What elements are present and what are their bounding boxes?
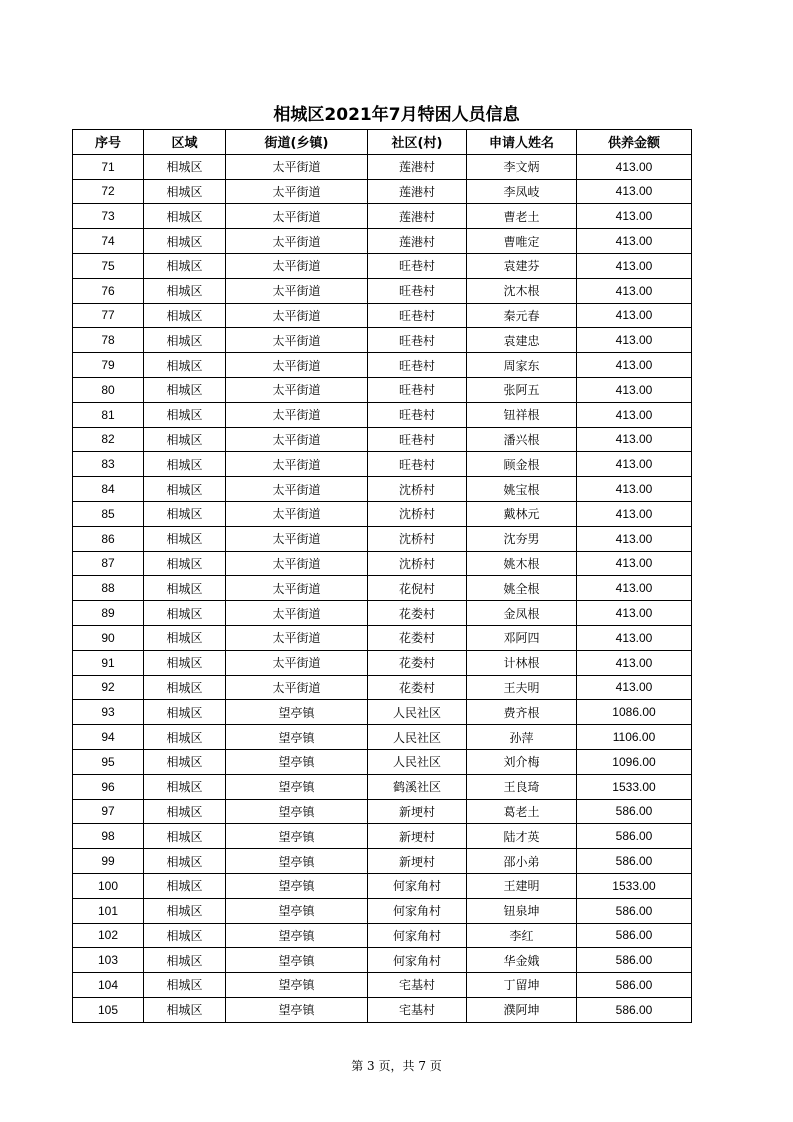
- col-header-community: 社区(村): [368, 130, 467, 155]
- table-row: [73, 923, 692, 948]
- cell-community: 沈桥村: [368, 551, 467, 576]
- cell-amount: 413.00: [577, 452, 692, 477]
- cell-street: 望亭镇: [226, 700, 368, 725]
- cell-applicant: 秦元春: [467, 303, 577, 328]
- table-row: [73, 824, 692, 849]
- table-row: [73, 328, 692, 353]
- cell-applicant: 曹唯定: [467, 229, 577, 254]
- table-row: [73, 725, 692, 750]
- table-row: [73, 973, 692, 998]
- cell-index: 100: [73, 873, 144, 898]
- cell-community: 莲港村: [368, 204, 467, 229]
- cell-community: 人民社区: [368, 749, 467, 774]
- cell-amount: 413.00: [577, 526, 692, 551]
- table-row: [73, 154, 692, 179]
- cell-applicant: 戴林元: [467, 501, 577, 526]
- table-row: [73, 377, 692, 402]
- table-row: [73, 253, 692, 278]
- cell-amount: 586.00: [577, 898, 692, 923]
- cell-district: 相城区: [144, 700, 226, 725]
- page-footer: 第 3 页，共 7 页: [351, 1059, 442, 1073]
- table-row: [73, 849, 692, 874]
- col-header-street: 街道(乡镇): [226, 130, 368, 155]
- cell-amount: 413.00: [577, 402, 692, 427]
- cell-index: 94: [73, 725, 144, 750]
- cell-street: 望亭镇: [226, 948, 368, 973]
- cell-community: 莲港村: [368, 179, 467, 204]
- table-row: [73, 452, 692, 477]
- cell-community: 莲港村: [368, 229, 467, 254]
- table-row: [73, 179, 692, 204]
- cell-index: 82: [73, 427, 144, 452]
- table-row: [73, 278, 692, 303]
- table-row: [73, 700, 692, 725]
- table-row: [73, 229, 692, 254]
- cell-community: 何家角村: [368, 923, 467, 948]
- cell-amount: 586.00: [577, 997, 692, 1022]
- cell-street: 太平街道: [226, 278, 368, 303]
- col-header-index: 序号: [73, 130, 144, 155]
- cell-community: 旺巷村: [368, 278, 467, 303]
- cell-community: 鹤溪社区: [368, 774, 467, 799]
- cell-amount: 586.00: [577, 948, 692, 973]
- cell-community: 新埂村: [368, 824, 467, 849]
- cell-community: 旺巷村: [368, 328, 467, 353]
- cell-district: 相城区: [144, 501, 226, 526]
- cell-district: 相城区: [144, 377, 226, 402]
- cell-index: 96: [73, 774, 144, 799]
- cell-community: 何家角村: [368, 898, 467, 923]
- page-title: 相城区2021年7月特困人员信息: [273, 105, 520, 125]
- cell-street: 太平街道: [226, 328, 368, 353]
- table-row: [73, 204, 692, 229]
- cell-community: 旺巷村: [368, 303, 467, 328]
- table-row: [73, 774, 692, 799]
- table-row: [73, 948, 692, 973]
- cell-index: 77: [73, 303, 144, 328]
- cell-applicant: 王建明: [467, 873, 577, 898]
- cell-street: 望亭镇: [226, 898, 368, 923]
- cell-district: 相城区: [144, 204, 226, 229]
- cell-index: 80: [73, 377, 144, 402]
- cell-district: 相城区: [144, 576, 226, 601]
- cell-applicant: 姚全根: [467, 576, 577, 601]
- cell-district: 相城区: [144, 973, 226, 998]
- cell-district: 相城区: [144, 179, 226, 204]
- cell-community: 沈桥村: [368, 526, 467, 551]
- cell-index: 89: [73, 601, 144, 626]
- cell-district: 相城区: [144, 799, 226, 824]
- table-row: [73, 427, 692, 452]
- table-row: [73, 526, 692, 551]
- cell-district: 相城区: [144, 774, 226, 799]
- cell-index: 87: [73, 551, 144, 576]
- cell-community: 沈桥村: [368, 501, 467, 526]
- cell-street: 太平街道: [226, 253, 368, 278]
- table-body: [73, 154, 692, 1022]
- cell-index: 76: [73, 278, 144, 303]
- cell-community: 花娄村: [368, 650, 467, 675]
- cell-community: 新埂村: [368, 799, 467, 824]
- cell-community: 宅基村: [368, 997, 467, 1022]
- cell-district: 相城区: [144, 526, 226, 551]
- cell-street: 太平街道: [226, 452, 368, 477]
- table-row: [73, 353, 692, 378]
- cell-amount: 1533.00: [577, 873, 692, 898]
- cell-index: 101: [73, 898, 144, 923]
- cell-applicant: 李红: [467, 923, 577, 948]
- cell-applicant: 沈夯男: [467, 526, 577, 551]
- cell-amount: 413.00: [577, 328, 692, 353]
- cell-street: 望亭镇: [226, 774, 368, 799]
- cell-district: 相城区: [144, 824, 226, 849]
- cell-district: 相城区: [144, 898, 226, 923]
- cell-index: 85: [73, 501, 144, 526]
- cell-street: 太平街道: [226, 675, 368, 700]
- cell-district: 相城区: [144, 154, 226, 179]
- cell-district: 相城区: [144, 675, 226, 700]
- cell-amount: 413.00: [577, 427, 692, 452]
- cell-applicant: 沈木根: [467, 278, 577, 303]
- cell-amount: 586.00: [577, 849, 692, 874]
- header-row: [73, 130, 692, 155]
- cell-applicant: 王夫明: [467, 675, 577, 700]
- cell-street: 太平街道: [226, 402, 368, 427]
- table-row: [73, 501, 692, 526]
- col-header-amount: 供养金额: [577, 130, 692, 155]
- cell-index: 97: [73, 799, 144, 824]
- cell-street: 太平街道: [226, 303, 368, 328]
- cell-community: 花娄村: [368, 601, 467, 626]
- table-row: [73, 303, 692, 328]
- cell-street: 望亭镇: [226, 973, 368, 998]
- cell-street: 望亭镇: [226, 725, 368, 750]
- cell-community: 花娄村: [368, 625, 467, 650]
- cell-street: 太平街道: [226, 551, 368, 576]
- cell-community: 人民社区: [368, 725, 467, 750]
- cell-street: 太平街道: [226, 377, 368, 402]
- cell-district: 相城区: [144, 402, 226, 427]
- cell-index: 92: [73, 675, 144, 700]
- cell-applicant: 刘介梅: [467, 749, 577, 774]
- cell-applicant: 陆才英: [467, 824, 577, 849]
- table-row: [73, 749, 692, 774]
- cell-applicant: 计林根: [467, 650, 577, 675]
- cell-district: 相城区: [144, 229, 226, 254]
- cell-index: 91: [73, 650, 144, 675]
- cell-community: 莲港村: [368, 154, 467, 179]
- cell-amount: 413.00: [577, 650, 692, 675]
- cell-street: 太平街道: [226, 477, 368, 502]
- cell-index: 88: [73, 576, 144, 601]
- table-row: [73, 576, 692, 601]
- cell-district: 相城区: [144, 625, 226, 650]
- cell-street: 太平街道: [226, 229, 368, 254]
- cell-applicant: 李文炳: [467, 154, 577, 179]
- cell-amount: 586.00: [577, 923, 692, 948]
- cell-street: 望亭镇: [226, 997, 368, 1022]
- cell-district: 相城区: [144, 601, 226, 626]
- cell-applicant: 孙萍: [467, 725, 577, 750]
- cell-applicant: 邓阿四: [467, 625, 577, 650]
- cell-district: 相城区: [144, 749, 226, 774]
- cell-community: 旺巷村: [368, 402, 467, 427]
- cell-street: 太平街道: [226, 427, 368, 452]
- cell-applicant: 濮阿坤: [467, 997, 577, 1022]
- cell-amount: 413.00: [577, 601, 692, 626]
- cell-amount: 586.00: [577, 973, 692, 998]
- cell-applicant: 费齐根: [467, 700, 577, 725]
- cell-applicant: 王良琦: [467, 774, 577, 799]
- cell-applicant: 钮祥根: [467, 402, 577, 427]
- cell-index: 98: [73, 824, 144, 849]
- cell-district: 相城区: [144, 923, 226, 948]
- cell-district: 相城区: [144, 303, 226, 328]
- cell-applicant: 曹老土: [467, 204, 577, 229]
- cell-amount: 586.00: [577, 799, 692, 824]
- cell-applicant: 钮泉坤: [467, 898, 577, 923]
- cell-amount: 586.00: [577, 824, 692, 849]
- cell-street: 太平街道: [226, 154, 368, 179]
- cell-index: 90: [73, 625, 144, 650]
- cell-community: 新埂村: [368, 849, 467, 874]
- table-row: [73, 650, 692, 675]
- cell-community: 旺巷村: [368, 253, 467, 278]
- cell-community: 人民社区: [368, 700, 467, 725]
- cell-amount: 1106.00: [577, 725, 692, 750]
- data-table: [72, 129, 692, 1023]
- cell-index: 86: [73, 526, 144, 551]
- cell-applicant: 袁建芬: [467, 253, 577, 278]
- cell-amount: 413.00: [577, 625, 692, 650]
- cell-amount: 413.00: [577, 229, 692, 254]
- cell-amount: 413.00: [577, 675, 692, 700]
- cell-street: 太平街道: [226, 650, 368, 675]
- cell-street: 太平街道: [226, 601, 368, 626]
- cell-district: 相城区: [144, 253, 226, 278]
- cell-index: 79: [73, 353, 144, 378]
- cell-amount: 413.00: [577, 278, 692, 303]
- cell-street: 太平街道: [226, 625, 368, 650]
- cell-street: 太平街道: [226, 501, 368, 526]
- cell-district: 相城区: [144, 849, 226, 874]
- cell-district: 相城区: [144, 725, 226, 750]
- cell-district: 相城区: [144, 427, 226, 452]
- cell-index: 72: [73, 179, 144, 204]
- cell-amount: 1086.00: [577, 700, 692, 725]
- cell-index: 93: [73, 700, 144, 725]
- cell-amount: 413.00: [577, 154, 692, 179]
- cell-applicant: 周家东: [467, 353, 577, 378]
- cell-applicant: 姚木根: [467, 551, 577, 576]
- cell-street: 望亭镇: [226, 799, 368, 824]
- cell-amount: 413.00: [577, 501, 692, 526]
- table-row: [73, 997, 692, 1022]
- cell-index: 78: [73, 328, 144, 353]
- cell-community: 花娄村: [368, 675, 467, 700]
- cell-community: 旺巷村: [368, 427, 467, 452]
- cell-amount: 413.00: [577, 353, 692, 378]
- cell-applicant: 金凤根: [467, 601, 577, 626]
- cell-district: 相城区: [144, 477, 226, 502]
- cell-applicant: 张阿五: [467, 377, 577, 402]
- table-row: [73, 551, 692, 576]
- cell-district: 相城区: [144, 948, 226, 973]
- table-row: [73, 675, 692, 700]
- cell-community: 宅基村: [368, 973, 467, 998]
- cell-index: 81: [73, 402, 144, 427]
- cell-amount: 413.00: [577, 253, 692, 278]
- cell-community: 旺巷村: [368, 353, 467, 378]
- cell-applicant: 袁建忠: [467, 328, 577, 353]
- table-row: [73, 625, 692, 650]
- table-row: [73, 402, 692, 427]
- cell-street: 望亭镇: [226, 749, 368, 774]
- cell-applicant: 丁留坤: [467, 973, 577, 998]
- col-header-district: 区域: [144, 130, 226, 155]
- cell-district: 相城区: [144, 452, 226, 477]
- cell-index: 105: [73, 997, 144, 1022]
- cell-district: 相城区: [144, 353, 226, 378]
- cell-community: 旺巷村: [368, 452, 467, 477]
- cell-index: 83: [73, 452, 144, 477]
- col-header-applicant: 申请人姓名: [467, 130, 577, 155]
- cell-amount: 413.00: [577, 204, 692, 229]
- table-row: [73, 477, 692, 502]
- cell-community: 旺巷村: [368, 377, 467, 402]
- cell-street: 望亭镇: [226, 923, 368, 948]
- cell-applicant: 邵小弟: [467, 849, 577, 874]
- cell-index: 71: [73, 154, 144, 179]
- cell-index: 75: [73, 253, 144, 278]
- table-row: [73, 601, 692, 626]
- cell-index: 103: [73, 948, 144, 973]
- cell-district: 相城区: [144, 650, 226, 675]
- cell-district: 相城区: [144, 551, 226, 576]
- cell-amount: 1096.00: [577, 749, 692, 774]
- cell-amount: 413.00: [577, 477, 692, 502]
- cell-applicant: 潘兴根: [467, 427, 577, 452]
- cell-index: 104: [73, 973, 144, 998]
- table-row: [73, 873, 692, 898]
- cell-index: 74: [73, 229, 144, 254]
- cell-district: 相城区: [144, 997, 226, 1022]
- cell-street: 望亭镇: [226, 849, 368, 874]
- cell-amount: 413.00: [577, 576, 692, 601]
- cell-district: 相城区: [144, 328, 226, 353]
- cell-applicant: 华金娥: [467, 948, 577, 973]
- cell-street: 太平街道: [226, 576, 368, 601]
- cell-street: 太平街道: [226, 179, 368, 204]
- cell-applicant: 李凤岐: [467, 179, 577, 204]
- cell-index: 102: [73, 923, 144, 948]
- cell-index: 73: [73, 204, 144, 229]
- cell-street: 太平街道: [226, 526, 368, 551]
- cell-district: 相城区: [144, 873, 226, 898]
- cell-amount: 413.00: [577, 551, 692, 576]
- cell-index: 95: [73, 749, 144, 774]
- cell-index: 84: [73, 477, 144, 502]
- cell-district: 相城区: [144, 278, 226, 303]
- cell-street: 太平街道: [226, 204, 368, 229]
- cell-amount: 413.00: [577, 303, 692, 328]
- cell-amount: 413.00: [577, 179, 692, 204]
- cell-community: 何家角村: [368, 948, 467, 973]
- cell-community: 何家角村: [368, 873, 467, 898]
- cell-street: 望亭镇: [226, 824, 368, 849]
- cell-applicant: 顾金根: [467, 452, 577, 477]
- cell-amount: 1533.00: [577, 774, 692, 799]
- cell-street: 太平街道: [226, 353, 368, 378]
- table-row: [73, 799, 692, 824]
- table-row: [73, 898, 692, 923]
- cell-community: 花倪村: [368, 576, 467, 601]
- cell-amount: 413.00: [577, 377, 692, 402]
- cell-applicant: 姚宝根: [467, 477, 577, 502]
- cell-community: 沈桥村: [368, 477, 467, 502]
- cell-index: 99: [73, 849, 144, 874]
- cell-street: 望亭镇: [226, 873, 368, 898]
- cell-applicant: 葛老土: [467, 799, 577, 824]
